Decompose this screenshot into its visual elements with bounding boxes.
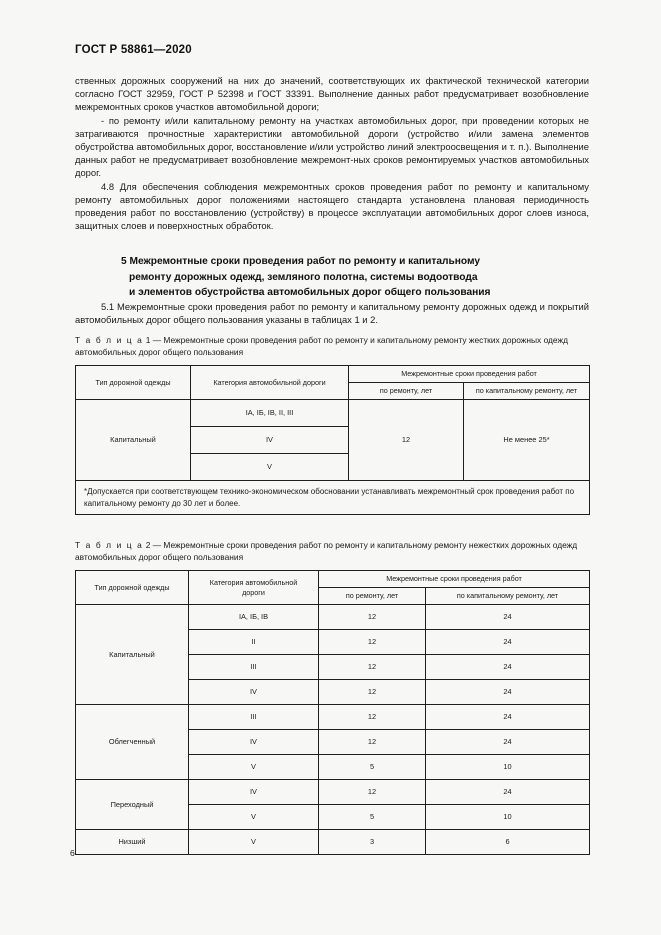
table-2-cell-repair: 5 <box>319 805 426 830</box>
table-2-caption-text: — Межремонтные сроки проведения работ по ремонту и капитальному ремонту нежестких дорожных одежд автомобильных дорог общего пользования <box>75 540 578 563</box>
page-content <box>75 44 589 855</box>
table-2-cell-capital: 6 <box>426 830 590 855</box>
table-2-cell-category: IV <box>189 730 319 755</box>
section-5-heading <box>75 254 589 300</box>
table-1-header-category: Категория автомобильной дороги <box>191 366 349 400</box>
table-2-header-type: Тип дорожной одежды <box>76 571 189 605</box>
section-heading-line-3: и элементов обустройства автомобильных дорог общего пользования <box>129 286 491 298</box>
table-2 <box>75 570 590 855</box>
table-2-cell-repair: 5 <box>319 755 426 780</box>
table-2-caption <box>75 539 589 563</box>
table-2-cell-category: II <box>189 630 319 655</box>
section-heading-line-1: 5 Межремонтные сроки проведения работ по ремонту и капитальному <box>121 256 481 268</box>
table-2-cell-category: V <box>189 805 319 830</box>
table-2-header-category-line-2: дороги <box>242 587 265 597</box>
table-2-cell-repair: 12 <box>319 630 426 655</box>
table-row <box>76 780 590 805</box>
table-2-header-group: Межремонтные сроки проведения работ <box>319 571 590 588</box>
table-1-header-capital: по капитальному ремонту, лет <box>464 383 590 400</box>
table-2-header-category-line-1: Категория автомобильной <box>209 577 298 587</box>
table-2-cell-type: Облегченный <box>76 705 189 780</box>
table-2-cell-category: III <box>189 655 319 680</box>
table-2-cell-capital: 24 <box>426 780 590 805</box>
document-standard-header: ГОСТ Р 58861—2020 <box>75 44 192 56</box>
table-1-caption-label: Т а б л и ц а <box>75 335 144 346</box>
table-2-cell-repair: 12 <box>319 705 426 730</box>
table-row <box>76 830 590 855</box>
table-2-cell-repair: 12 <box>319 780 426 805</box>
table-2-cell-capital: 24 <box>426 705 590 730</box>
section-heading-line-2: ремонту дорожных одежд, земляного полотна, системы водоотвода <box>129 271 478 283</box>
table-row <box>76 605 590 630</box>
table-2-cell-type: Низший <box>76 830 189 855</box>
table-1-caption-number: 1 <box>145 335 151 346</box>
paragraph-4-8: 4.8 Для обеспечения соблюдения межремонтных сроков проведения работ по ремонту и капитальному ремонту автомобильных дорог положениями настоящего стандарта установлена плановая периодичность проведения работ по восстановлению (устройству) в процессе эксплуатации автомобильных дорог слоев износа, защитных слоев и поверхностных обработок. <box>75 180 589 232</box>
table-2-cell-capital: 10 <box>426 805 590 830</box>
table-2-cell-repair: 12 <box>319 605 426 630</box>
table-1-cell-repair: 12 <box>349 400 464 481</box>
table-1-caption <box>75 334 589 358</box>
table-2-header-category <box>189 571 319 605</box>
table-2-cell-category: V <box>189 755 319 780</box>
table-2-header-repair: по ремонту, лет <box>319 588 426 605</box>
table-2-cell-repair: 3 <box>319 830 426 855</box>
table-2-cell-capital: 24 <box>426 655 590 680</box>
table-2-cell-category: V <box>189 830 319 855</box>
table-1-header-group: Межремонтные сроки проведения работ <box>349 366 590 383</box>
table-1-footnote: *Допускается при соответствующем технико-экономическом обосновании устанавливать межремонтный срок проведения работ по капитальному ремонту до 30 лет и более. <box>76 481 590 515</box>
table-1-header-type: Тип дорожной одежды <box>76 366 191 400</box>
table-2-cell-category: III <box>189 705 319 730</box>
table-1-cell-capital: Не менее 25* <box>464 400 590 481</box>
table-1-cell-category-2: IV <box>191 427 349 454</box>
table-2-cell-type: Переходный <box>76 780 189 830</box>
table-2-cell-repair: 12 <box>319 655 426 680</box>
table-2-cell-capital: 24 <box>426 605 590 630</box>
table-1 <box>75 365 590 515</box>
table-2-header-capital: по капитальному ремонту, лет <box>426 588 590 605</box>
paragraph-continuation: ственных дорожных сооружений на них до значений, соответствующих их фактической технической категории согласно ГОСТ 32959, ГОСТ Р 52398 и ГОСТ 33391. Выполнение данных работ предусматривает возобновление межремонтных сроков участков автомобильной дороги; <box>75 75 589 113</box>
table-2-cell-type: Капитальный <box>76 605 189 705</box>
table-2-cell-capital: 24 <box>426 680 590 705</box>
table-2-cell-repair: 12 <box>319 730 426 755</box>
table-2-caption-number: 2 <box>145 540 151 551</box>
table-1-caption-text: — Межремонтные сроки проведения работ по ремонту и капитальному ремонту жестких дорожных одежд автомобильных дорог общего пользования <box>75 335 568 358</box>
table-1-header-row-1 <box>76 366 590 383</box>
table-row <box>76 705 590 730</box>
paragraph-dash-item: - по ремонту и/или капитальному ремонту на участках автомобильных дорог, при проведении которых не затрагиваются прочностные характеристики автомобильной дороги (устройство и/или замена элементов обустройства автомобильных дорог, восстановление и/или устройство линий электроосвещения и т. п.). Выполнение данных работ не предусматривает возобновление межремонт-ных сроков ремонтируемых участков автомобильных дорог. <box>75 114 589 179</box>
table-2-header-row-1 <box>76 571 590 588</box>
table-2-cell-category: IV <box>189 680 319 705</box>
table-1-note-row <box>76 481 590 515</box>
table-2-cell-capital: 24 <box>426 630 590 655</box>
table-2-cell-category: IV <box>189 780 319 805</box>
table-1-header-repair: по ремонту, лет <box>349 383 464 400</box>
table-2-cell-capital: 10 <box>426 755 590 780</box>
table-2-caption-label: Т а б л и ц а <box>75 540 144 551</box>
table-1-cell-type: Капитальный <box>76 400 191 481</box>
paragraph-5-1: 5.1 Межремонтные сроки проведения работ по ремонту и капитальному ремонту дорожных одежд и покрытий автомобильных дорог общего пользования указаны в таблицах 1 и 2. <box>75 301 589 326</box>
table-2-cell-capital: 24 <box>426 730 590 755</box>
table-2-cell-repair: 12 <box>319 680 426 705</box>
table-2-cell-category: IA, IБ, IВ <box>189 605 319 630</box>
table-row <box>76 400 590 427</box>
table-1-cell-category-3: V <box>191 454 349 481</box>
table-1-cell-category-1: IA, IБ, IВ, II, III <box>191 400 349 427</box>
page-number: 6 <box>70 848 75 858</box>
